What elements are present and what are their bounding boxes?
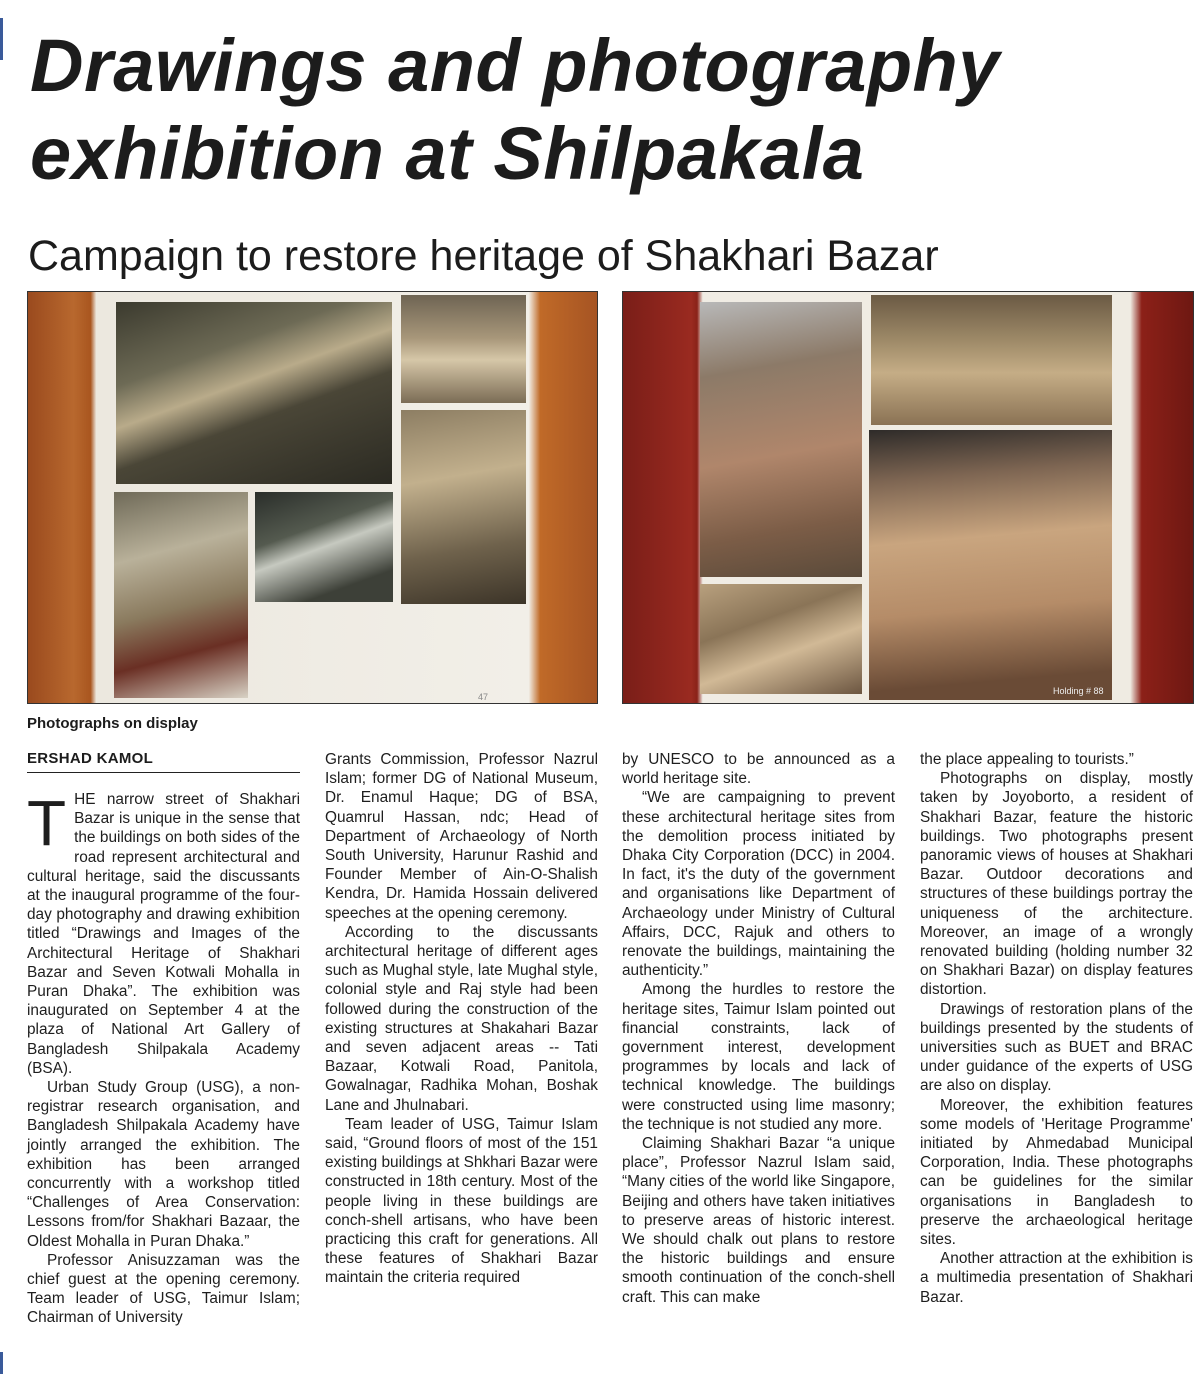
article-paragraph: Grants Commission, Professor Nazrul Islam; former DG of National Museum, Dr. Enamul Haque; DG of BSA, Quamrul Hassan, ndc; Head of Department of Archaeology of North South University, Harunur Rashid and Founder Member of Ain-O-Shalish Kendra, Dr. Hamida Hossain delivered speeches at the opening ceremony. — [325, 751, 598, 922]
exhibition-photo-left — [27, 291, 598, 704]
article-paragraph — [27, 787, 300, 1078]
ruined-hall-photo — [116, 302, 392, 484]
old-facade-wires-photo — [700, 302, 862, 577]
arched-courtyard-photo — [114, 492, 248, 698]
subheadline: Campaign to restore heritage of Shakhari Bazar — [28, 232, 939, 280]
rosette-ornament-photo — [700, 584, 862, 694]
article-paragraph: According to the discussants architectural heritage of different ages such as Mughal style, late Mughal style, colonial style and Raj style had been followed during the construction of the existing structures at Shakahari Bazar and seven adjacent areas -- Tati Bazaar, Kotwali Road, Panitola, Gowalnagar, Radhika Mohan, Boshak Lane and Jhulnabari. — [325, 923, 598, 1114]
article-paragraph: Another attraction at the exhibition is a multimedia presentation of Shakhari Bazar. — [920, 1250, 1193, 1306]
article-paragraph: Among the hurdles to restore the heritage sites, Taimur Islam pointed out financial constraints, lack of government interest, development programmes by locals and lack of technical knowledge. The buildings were constructed using lime masonry; the technique is not studied any more. — [622, 981, 895, 1133]
headline: Drawings and photography exhibition at Shilpakala — [30, 24, 1000, 195]
article-column-2 — [325, 750, 598, 1288]
page-edge-marker-bottom — [0, 1352, 3, 1374]
exhibition-photo-right — [622, 291, 1194, 704]
byline: ERSHAD KAMOL — [27, 750, 300, 773]
article-paragraph: Team leader of USG, Taimur Islam said, “Ground floors of most of the 151 existing buildings at Shkhari Bazar were constructed in 18th century. Most of the people living in these buildings are conch-shell artisans, who have been practicing this craft for generations. All these features of Shakhari Bazar maintain the criteria required — [325, 1115, 598, 1287]
arch-detail-photo — [401, 410, 526, 604]
article-paragraph: Drawings of restoration plans of the buildings presented by the students of universities such as BUET and BRAC under guidance of the experts of USG are also on display. — [920, 1000, 1193, 1095]
cornice-detail-photo — [871, 295, 1112, 425]
article-paragraph: “We are campaigning to prevent these architectural heritage sites from the demolition process initiated by Dhaka City Corporation (DCC) in 2004. In fact, it's the duty of the government and organisations like Department of Archaeology under Ministry of Cultural Affairs, DCC, Rajuk and others to renovate the buildings, maintaining the authenticity.” — [622, 789, 895, 980]
photo-caption: Photographs on display — [27, 715, 198, 732]
article-paragraph: the place appealing to tourists.” — [920, 751, 1134, 768]
holding-number-label: Holding # 88 — [1053, 686, 1104, 696]
paragraph-text: HE narrow street of Shakhari Bazar is unique in the sense that the buildings on both sides of the road represent architectural and cultural heritage, said the discussants at the inaugural programme of the four-day photography and drawing exhibition titled “Drawings and Images of the Architectural Heritage of Shakhari Bazar and Seven Kotwali Mohalla in Puran Dhaka”. The exhibition was inaugurated on September 4 at the plaza of National Art Gallery of Bangladesh Shilpakala Academy (BSA). — [27, 791, 300, 1077]
article-paragraph: Claiming Shakhari Bazar “a unique place”, Professor Nazrul Islam said, “Many cities of the world like Singapore, Beijing and others have taken initiatives to preserve areas of historic interest. We should chalk out plans to restore the historic buildings and ensure smooth continuation of the conch-shell craft. This can make — [622, 1135, 895, 1306]
page-edge-marker — [0, 18, 3, 60]
drop-cap: T — [27, 787, 67, 859]
ornate-doorway-photo — [869, 430, 1112, 700]
article-paragraph: Photographs on display, mostly taken by Joyoborto, a resident of Shakhari Bazar, feature the historic buildings. Two photographs present panoramic views of houses at Shakhari Bazar. Outdoor decorations and structures of these buildings portray the uniqueness of the architecture. Moreover, an image of a wrongly renovated building (holding number 32 on Shakhari Bazar) on display features distortion. — [920, 770, 1193, 999]
panel-number: 47 — [478, 692, 489, 702]
article-paragraph: Professor Anisuzzaman was the chief guest at the opening ceremony. Team leader of USG, Taimur Islam; Chairman of University — [27, 1251, 300, 1327]
archway-photo — [255, 492, 393, 602]
article-paragraph: Urban Study Group (USG), a non-registrar research organisation, and Bangladesh Shilpakala Academy have jointly arranged the exhibition. The exhibition has been arranged concurrently with a workshop titled “Challenges of Area Conservation: Lessons from/for Shakhari Bazaar, the Oldest Mohalla in Puran Dhaka.” — [27, 1079, 300, 1250]
article-paragraph: by UNESCO to be announced as a world heritage site. — [622, 751, 895, 788]
carved-column-photo — [401, 295, 526, 403]
article-paragraph: Moreover, the exhibition features some models of 'Heritage Programme' initiated by Ahmedabad Municipal Corporation, India. These photographs can be guidelines for the similar organisations in Bangladesh to preserve the archaeological heritage sites. — [920, 1096, 1193, 1249]
article-column-3 — [622, 750, 895, 1307]
article-column-4 — [920, 750, 1193, 1307]
article-column-1 — [27, 787, 300, 1328]
